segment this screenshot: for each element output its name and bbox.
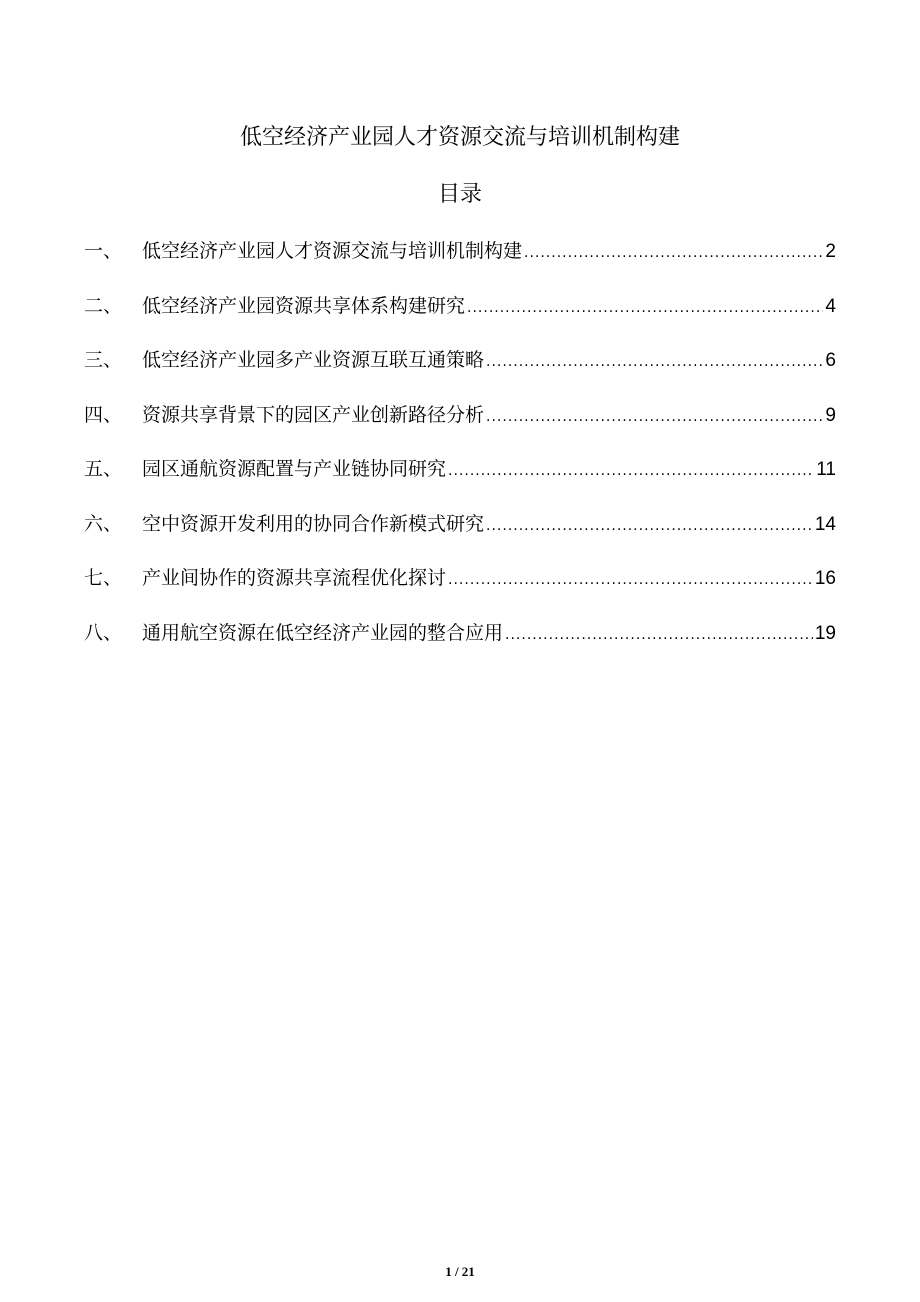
toc-entry-title[interactable]: 低空经济产业园资源共享体系构建研究: [142, 294, 466, 317]
toc-entry-title[interactable]: 低空经济产业园人才资源交流与培训机制构建: [142, 240, 523, 262]
toc-entry-title[interactable]: 通用航空资源在低空经济产业园的整合应用: [142, 621, 504, 644]
toc-entry-title[interactable]: 空中资源开发利用的协同合作新模式研究: [142, 512, 485, 535]
toc-dot-leader: [448, 560, 813, 600]
toc-entry-page: 2: [825, 241, 836, 262]
toc-entry-number: 八、: [84, 621, 123, 644]
toc-entry-8[interactable]: [84, 613, 836, 668]
toc-heading: 目录: [437, 182, 482, 207]
toc-entry-3[interactable]: [84, 340, 836, 395]
toc-entry-number: 六、: [84, 512, 123, 535]
toc-entry-page: 19: [814, 622, 836, 644]
toc-entry-page: 16: [814, 568, 836, 589]
toc-entry-2[interactable]: [84, 286, 836, 341]
toc-entry-number: 四、: [84, 403, 123, 426]
toc-entry-number: 五、: [84, 458, 123, 480]
toc-entry-page: 11: [816, 459, 836, 480]
toc-entry-5[interactable]: [84, 449, 836, 504]
toc-dot-leader: [524, 233, 823, 273]
toc-entry-page: 4: [825, 295, 836, 317]
toc-dot-leader: [467, 288, 823, 328]
toc-entry-6[interactable]: [84, 504, 836, 559]
toc-entry-number: 七、: [84, 567, 123, 589]
toc-entry-number: 一、: [84, 240, 123, 262]
document-title: 低空经济产业园人才资源交流与培训机制构建: [239, 125, 680, 150]
toc-entry-4[interactable]: [84, 395, 836, 450]
table-of-contents: [84, 231, 836, 667]
toc-entry-title[interactable]: 园区通航资源配置与产业链协同研究: [142, 458, 447, 480]
toc-entry-page: 14: [814, 513, 836, 535]
toc-entry-title[interactable]: 资源共享背景下的园区产业创新路径分析: [142, 403, 485, 426]
toc-entry-number: 三、: [84, 349, 123, 371]
toc-entry-page: 9: [825, 404, 836, 426]
toc-dot-leader: [505, 615, 813, 655]
toc-entry-title[interactable]: 低空经济产业园多产业资源互联互通策略: [142, 349, 485, 371]
toc-entry-7[interactable]: [84, 558, 836, 613]
toc-entry-page: 6: [825, 350, 836, 371]
page-number: 1 / 21: [445, 1264, 475, 1279]
toc-entry-title[interactable]: 产业间协作的资源共享流程优化探讨: [142, 567, 447, 589]
toc-dot-leader: [486, 397, 823, 437]
toc-dot-leader: [486, 506, 813, 546]
toc-dot-leader: [448, 451, 814, 491]
toc-entry-1[interactable]: [84, 231, 836, 286]
toc-dot-leader: [486, 342, 823, 382]
toc-entry-number: 二、: [84, 294, 123, 317]
